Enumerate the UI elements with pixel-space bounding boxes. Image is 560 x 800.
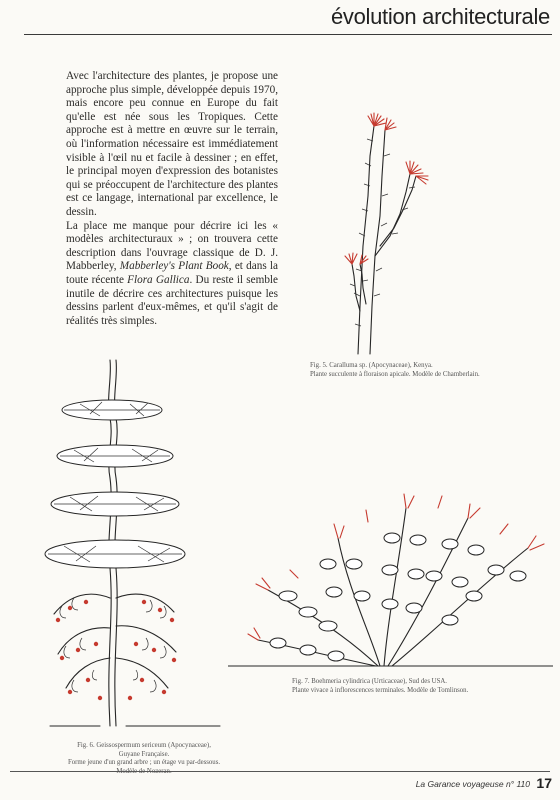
fig5-caption — [310, 362, 540, 379]
para2-text-b: , et dans la toute récente — [66, 260, 279, 286]
fig7-caption-line-2: Plante vivace à inflorescences terminales. Modèle de Tomlinson. — [292, 686, 469, 694]
leaf-tier-3 — [51, 492, 179, 516]
footer-rule — [10, 771, 550, 772]
fig6-geissospermum-drawing — [40, 358, 230, 738]
header-rule — [24, 34, 552, 35]
fig5-caralluma-drawing — [330, 96, 440, 358]
footer-page-number: 17 — [536, 775, 552, 791]
fig6-caption-line-4: Modèle de Nozeran. — [116, 767, 172, 775]
fig6-caption-line-2: Guyane Française. — [118, 750, 170, 758]
article-text — [66, 70, 278, 328]
fig6-caption-line-3: Forme jeune d'un grand arbre ; un étage vu par-dessous. — [67, 759, 221, 767]
para2-text-a: La place me manque pour décrire ici les « modèles architecturaux » ; on trouvera cette description dans l'ouvrage classique de D. J. Mabberley, — [66, 219, 278, 273]
leaf-tier-4 — [45, 540, 185, 568]
opposite-leaves — [270, 533, 526, 661]
fig5-caption-line-1: Fig. 5. Caralluma sp. (Apocynaceae), Kenya. — [310, 362, 433, 369]
fig7-caption-line-1: Fig. 7. Boehmeria cylindrica (Urticaceae), Sud des USA. — [292, 678, 447, 685]
footer-magazine-name: La Garance voyageuse n° 110 — [415, 779, 530, 789]
fig6-caption-line-1: Fig. 6. Geissospermum sericeum (Apocynaceae), — [77, 742, 211, 749]
para2-text-c: . Du reste il semble inutile de décrire ces architectures puisque les dessins parlent d'eux-mêmes, et qu'il s'agit de réalités très simples. — [66, 273, 278, 327]
leaf-tier-1 — [62, 400, 162, 420]
book-title-mabberley: Mabberley's Plant Book — [119, 260, 229, 273]
leaf-tier-2 — [57, 445, 173, 467]
fig7-caption — [292, 678, 528, 695]
article-paragraph-1: Avec l'architecture des plantes, je propose une approche plus simple, développée depuis 1970, mais encore peu connue en Europe du fait qu'elle est née sous les Tropiques. Cette approche est à mettre en œuvre sur le terrain, où l'information nécessaire est immédiatement visible à l'œil nu et facile à dessiner ; en effet, le principal moyen d'expression des botanistes qui se préoccupent de l'architecture des plantes est ce langage, international par excellence, le dessin. — [66, 70, 278, 218]
article-paragraph-2 — [66, 220, 278, 329]
fig7-boehmeria-drawing — [228, 478, 553, 670]
book-title-flora-gallica: Flora Gallica — [127, 273, 190, 286]
fig5-caption-line-2: Plante succulente à floraison apicale. Modèle de Chamberlain. — [310, 370, 480, 378]
section-title: évolution architecturale — [330, 4, 550, 29]
